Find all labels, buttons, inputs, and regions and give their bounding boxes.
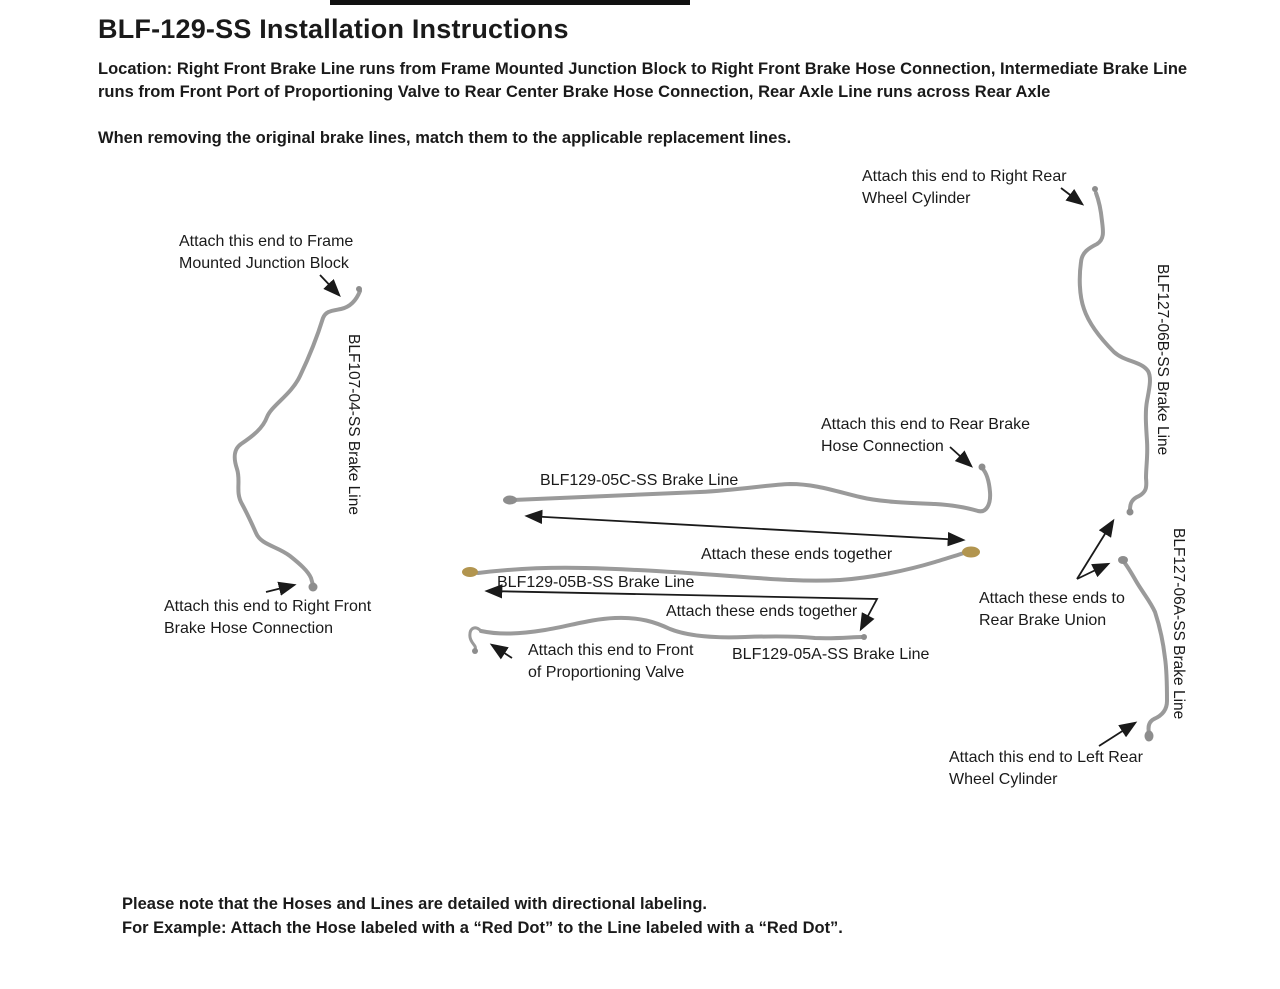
fitting-05c-right-tip xyxy=(979,464,986,471)
annotation-rear-union: Attach these ends to Rear Brake Union xyxy=(979,590,1125,629)
fitting-06a-bottom xyxy=(1145,731,1154,742)
part-label-blf127-06b: BLF127-06B-SS Brake Line xyxy=(1154,264,1171,456)
fitting-05a-right-tip xyxy=(861,634,867,640)
annotation-left-rear: Attach this end to Left Rear Wheel Cylinder xyxy=(949,749,1143,788)
brake-line-blf129-05a-pigtail xyxy=(470,628,481,650)
fitting-107-top xyxy=(356,286,362,292)
annotation-ends-together-1: Attach these ends together xyxy=(701,546,893,563)
fitting-05a-left-tip xyxy=(472,648,478,654)
fitting-06b-bottom xyxy=(1127,509,1134,516)
annotation-right-front: Attach this end to Right Front Brake Hose Connection xyxy=(164,598,372,637)
part-label-blf129-05a: BLF129-05A-SS Brake Line xyxy=(732,646,930,663)
footer-note-2: For Example: Attach the Hose labeled with a “Red Dot” to the Line labeled with a “Red Dot”. xyxy=(122,918,843,937)
arrow-left-rear xyxy=(1099,723,1135,746)
removal-note: When removing the original brake lines, match them to the applicable replacement lines. xyxy=(98,129,792,147)
arrow-frame-junction xyxy=(320,275,339,295)
brake-line-blf127-06b xyxy=(1080,193,1150,510)
part-label-blf129-05b: BLF129-05B-SS Brake Line xyxy=(497,574,695,591)
annotation-right-rear: Attach this end to Right Rear Wheel Cylinder xyxy=(862,168,1067,207)
fitting-05b-right-gold xyxy=(962,547,980,558)
arrow-ends-together-1 xyxy=(527,516,963,540)
fitting-107-bottom xyxy=(309,583,318,592)
footer-note-1: Please note that the Hoses and Lines are detailed with directional labeling. xyxy=(122,895,707,913)
fitting-06b-top xyxy=(1092,186,1098,192)
page-title: BLF-129-SS Installation Instructions xyxy=(98,14,569,44)
part-label-blf129-05c: BLF129-05C-SS Brake Line xyxy=(540,472,739,489)
annotation-frame-junction: Attach this end to Frame Mounted Junction Block xyxy=(179,233,354,272)
brake-line-blf127-06a xyxy=(1124,562,1167,733)
part-label-blf107-04: BLF107-04-SS Brake Line xyxy=(345,334,362,515)
brake-line-blf107-04 xyxy=(235,291,360,585)
annotation-rear-hose: Attach this end to Rear Brake Hose Connection xyxy=(821,416,1030,455)
arrow-right-front xyxy=(266,585,294,592)
location-line-2: runs from Front Port of Proportioning Valve to Rear Center Brake Hose Connection, Rear Axle Line runs across Rear Axle xyxy=(98,83,1051,101)
part-label-blf127-06a: BLF127-06A-SS Brake Line xyxy=(1170,528,1187,720)
annotation-ends-together-2: Attach these ends together xyxy=(666,603,858,620)
footer-notes xyxy=(122,893,843,940)
fitting-06a-top xyxy=(1118,556,1128,564)
annotation-prop-valve: Attach this end to Front of Proportioning Valve xyxy=(528,642,694,681)
fitting-05b-left-gold xyxy=(462,567,478,577)
fitting-05c-left xyxy=(503,496,517,505)
arrow-prop-valve xyxy=(492,645,512,658)
location-line-1: Location: Right Front Brake Line runs from Frame Mounted Junction Block to Right Front Brake Hose Connection, Intermediate Brake Line xyxy=(98,60,1188,78)
